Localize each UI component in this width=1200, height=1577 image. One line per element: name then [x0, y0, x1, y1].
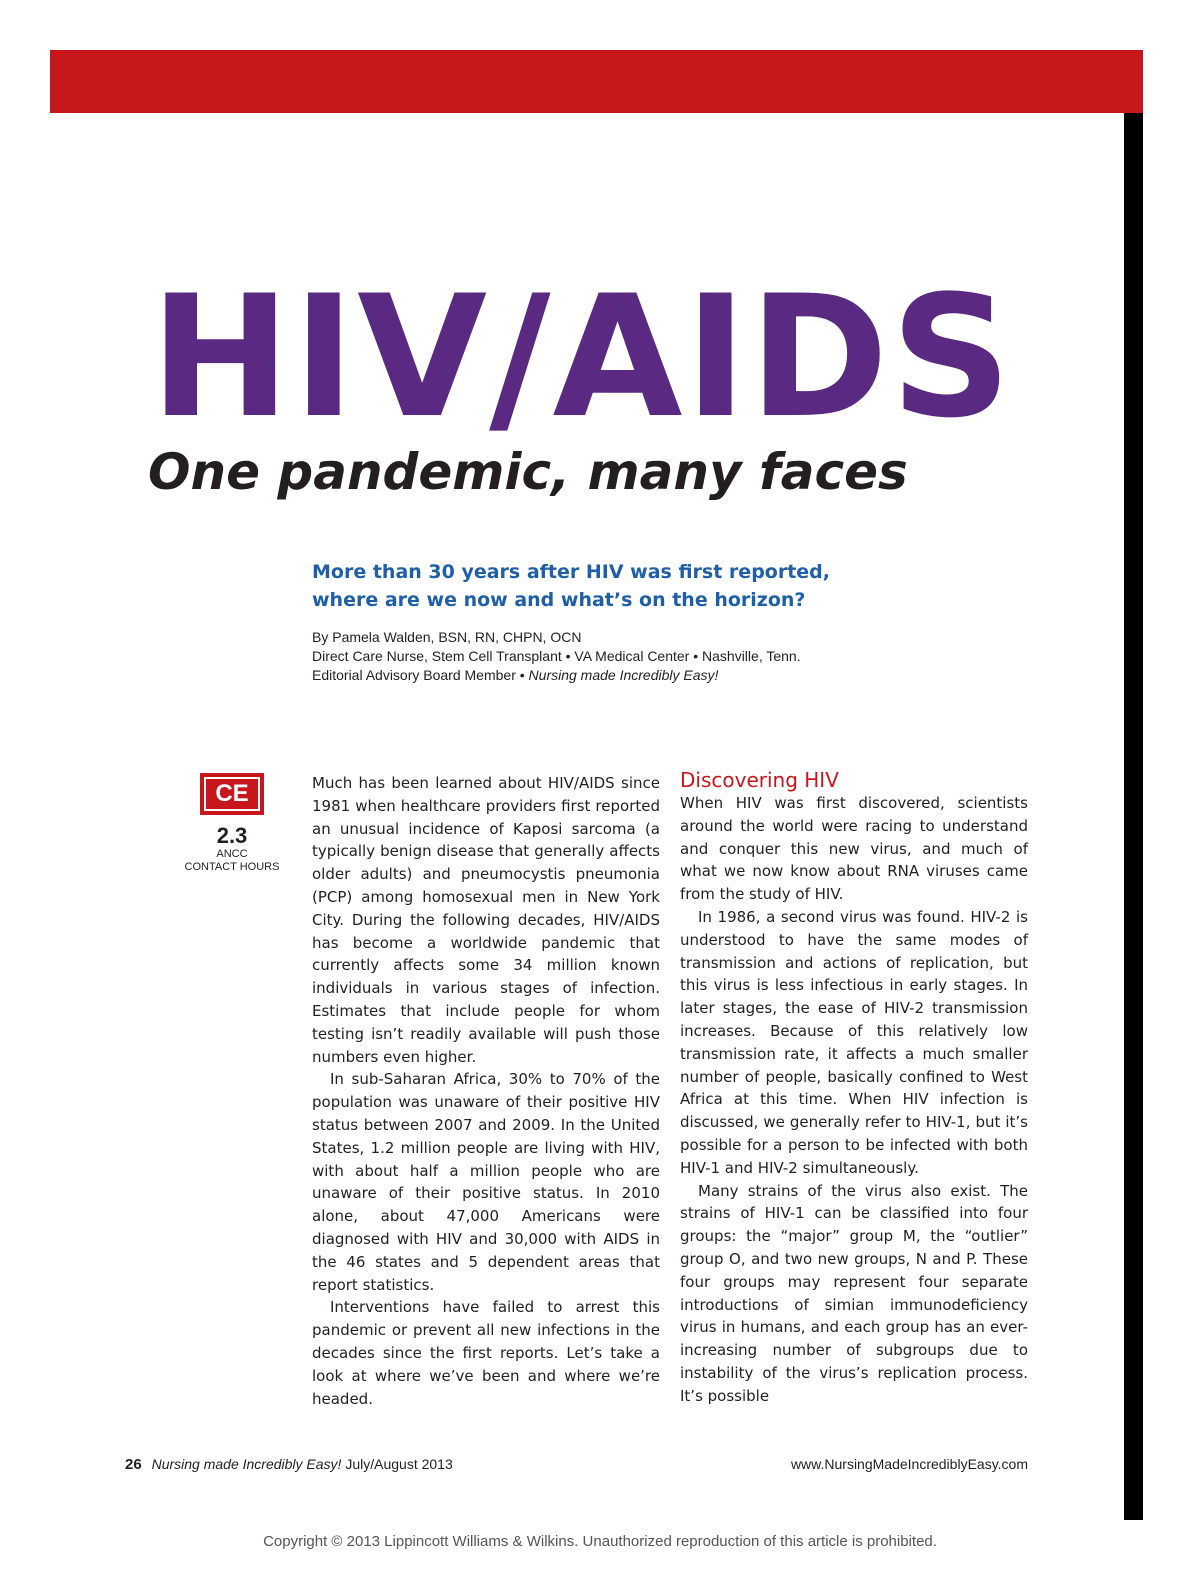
copyright-notice: Copyright © 2013 Lippincott Williams & Wilkins. Unauthorized reproduction of this article is prohibited.: [263, 1533, 937, 1550]
page-number: 26: [125, 1456, 142, 1473]
footer-folio: [125, 1456, 453, 1473]
article-subtitle: One pandemic, many faces: [148, 443, 908, 501]
byline: [312, 628, 1012, 685]
article-title: HIV/AIDS: [150, 259, 1014, 455]
byline-board: [312, 666, 1012, 685]
ce-badge: [200, 773, 264, 815]
footer-website[interactable]: www.NursingMadeIncrediblyEasy.com: [790, 1456, 1028, 1472]
deck-line-2: where are we now and what’s on the horizon?: [312, 589, 806, 611]
body-paragraph: Interventions have failed to arrest this pandemic or prevent all new infections in the decades since the first reports. Let’s take a look at where we’ve been and where we’re headed.: [312, 1298, 660, 1408]
byline-author: By Pamela Walden, BSN, RN, CHPN, OCN: [312, 629, 582, 645]
byline-board-prefix: Editorial Advisory Board Member •: [312, 667, 529, 683]
body-paragraph: Much has been learned about HIV/AIDS since 1981 when healthcare providers first reported an unusual incidence of Kaposi sarcoma (a typically benign disease that generally affects older adults) and pneumocystis pneumonia (PCP) among homosexual men in New York City. During the following decades, HIV/AIDS has become a worldwide pandemic that currently affects some 34 million known individuals in various stages of infection. Estimates that include people for whom testing isn’t readily available will push those numbers even higher.: [312, 774, 660, 1066]
footer-issue: July/August 2013: [345, 1456, 453, 1472]
byline-board-journal: Nursing made Incredibly Easy!: [528, 667, 719, 683]
ce-badge-label: CE: [204, 777, 260, 811]
body-column-2: [680, 768, 1028, 1408]
header-red-bar: [50, 50, 1143, 113]
section-heading: Discovering HIV: [680, 768, 839, 792]
ce-hours-org: ANCC: [216, 848, 248, 860]
ce-hours-value: 2.3: [216, 823, 248, 848]
footer-journal: Nursing made Incredibly Easy!: [151, 1456, 342, 1472]
article-deck: [312, 558, 1012, 614]
byline-position: Direct Care Nurse, Stem Cell Transplant • VA Medical Center • Nashville, Tenn.: [312, 648, 801, 664]
body-column-1: [312, 772, 660, 1410]
body-paragraph: When HIV was first discovered, scientists around the world were racing to understand and conquer this new virus, and much of what we now know about RNA viruses came from the study of HIV.: [680, 794, 1028, 904]
body-paragraph: In sub-Saharan Africa, 30% to 70% of the population was unaware of their positive HIV status between 2007 and 2009. In the United States, 1.2 million people are living with HIV, with about half a million people who are unaware of their positive status. In 2010 alone, about 47,000 Americans were diagnosed with HIV and 30,000 with AIDS in the 46 states and 5 dependent areas that report statistics.: [312, 1070, 660, 1294]
page-edge-black-bar: [1124, 113, 1143, 1520]
body-paragraph: In 1986, a second virus was found. HIV-2 is understood to have the same modes of transmission and actions of replication, but this virus is less infectious in early stages. In later stages, the ease of HIV-2 transmission increases. Because of this relatively low transmission rate, it affects a much smaller number of people, basically confined to West Africa at this time. When HIV infection is discussed, we generally refer to HIV-1, but it’s possible for a person to be infected with both HIV-1 and HIV-2 simultaneously.: [680, 907, 1028, 1177]
deck-line-1: More than 30 years after HIV was first reported,: [312, 561, 831, 583]
ce-contact-hours: [180, 824, 284, 874]
ce-hours-unit: CONTACT HOURS: [184, 861, 280, 873]
body-paragraph: Many strains of the virus also exist. The strains of HIV-1 can be classified into four groups: the “major” group M, the “outlier” group O, and two new groups, N and P. These four groups may represent four separate introductions of simian immunodeficiency virus in humans, and each group has an ever-increasing number of subgroups due to instability of the virus’s replication process. It’s possible: [680, 1181, 1028, 1405]
